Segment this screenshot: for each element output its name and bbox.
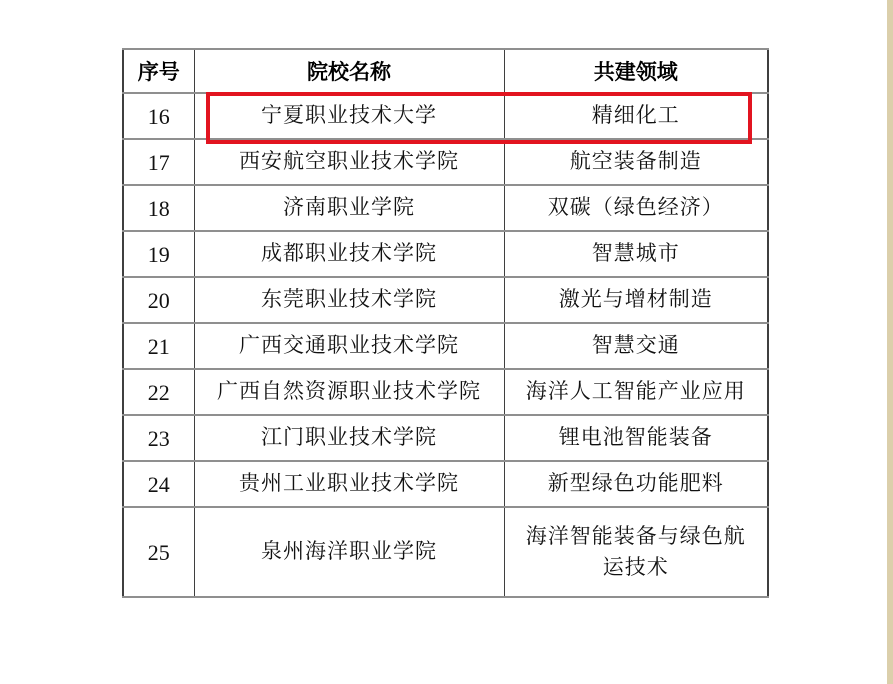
cell-no: 24 xyxy=(123,461,194,507)
cell-school: 宁夏职业技术大学 xyxy=(194,93,504,139)
cell-field: 智慧交通 xyxy=(504,323,768,369)
table-row-18 xyxy=(123,185,768,231)
table-row-17 xyxy=(123,139,768,185)
table-row-16 xyxy=(123,93,768,139)
header-row xyxy=(123,49,768,93)
cell-no: 23 xyxy=(123,415,194,461)
cell-no: 16 xyxy=(123,93,194,139)
cell-school: 贵州工业职业技术学院 xyxy=(194,461,504,507)
cell-school: 广西自然资源职业技术学院 xyxy=(194,369,504,415)
cell-school: 西安航空职业技术学院 xyxy=(194,139,504,185)
header-cell-no: 序号 xyxy=(123,49,194,93)
cell-field: 新型绿色功能肥料 xyxy=(504,461,768,507)
cell-no: 21 xyxy=(123,323,194,369)
table-row-23 xyxy=(123,415,768,461)
cell-no: 25 xyxy=(123,507,194,597)
cell-no: 22 xyxy=(123,369,194,415)
table-row-22 xyxy=(123,369,768,415)
cell-no: 19 xyxy=(123,231,194,277)
table-row-24 xyxy=(123,461,768,507)
cell-no: 17 xyxy=(123,139,194,185)
scan-edge-stripe xyxy=(887,0,893,684)
cell-field: 双碳（绿色经济） xyxy=(504,185,768,231)
cell-school: 江门职业技术学院 xyxy=(194,415,504,461)
cell-field: 航空装备制造 xyxy=(504,139,768,185)
cell-no: 20 xyxy=(123,277,194,323)
table-row-25 xyxy=(123,507,768,597)
cell-school: 东莞职业技术学院 xyxy=(194,277,504,323)
table-row-19 xyxy=(123,231,768,277)
cell-school: 泉州海洋职业学院 xyxy=(194,507,504,597)
header-cell-field: 共建领域 xyxy=(504,49,768,93)
cell-field: 锂电池智能装备 xyxy=(504,415,768,461)
cell-field: 智慧城市 xyxy=(504,231,768,277)
table-row-21 xyxy=(123,323,768,369)
cell-field: 海洋人工智能产业应用 xyxy=(504,369,768,415)
cell-field: 激光与增材制造 xyxy=(504,277,768,323)
header-cell-school: 院校名称 xyxy=(194,49,504,93)
cell-no: 18 xyxy=(123,185,194,231)
table-row-20 xyxy=(123,277,768,323)
cell-school: 成都职业技术学院 xyxy=(194,231,504,277)
cell-school: 济南职业学院 xyxy=(194,185,504,231)
cell-field: 海洋智能装备与绿色航运技术 xyxy=(504,507,768,597)
cell-school: 广西交通职业技术学院 xyxy=(194,323,504,369)
cell-field: 精细化工 xyxy=(504,93,768,139)
school-field-table xyxy=(122,48,769,598)
